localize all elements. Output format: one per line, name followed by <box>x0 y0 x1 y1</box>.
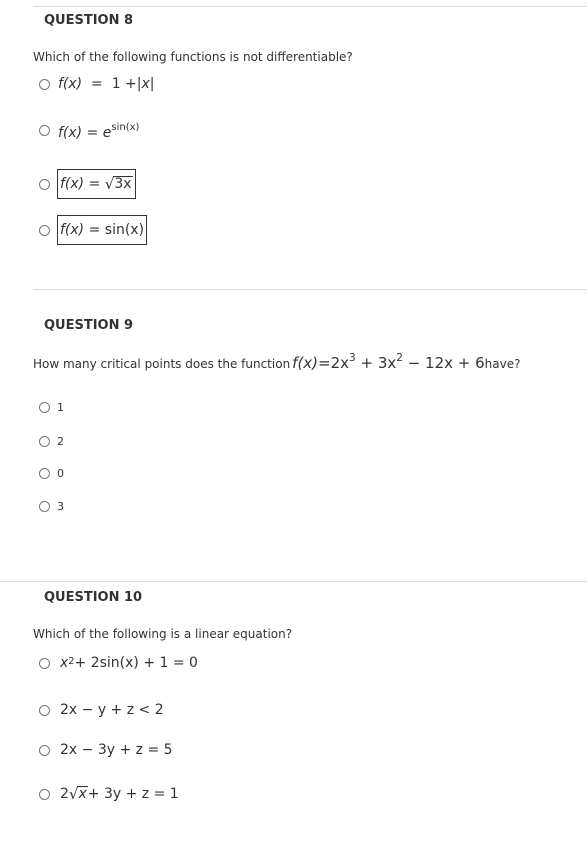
radio-button[interactable] <box>39 436 50 447</box>
answer-option-3[interactable] <box>39 467 64 480</box>
option-label: 2x − y + z < 2 <box>60 702 164 718</box>
radio-button[interactable] <box>39 789 50 800</box>
radio-button[interactable] <box>39 468 50 479</box>
radio-button[interactable] <box>39 705 50 716</box>
separator-q8-q9 <box>33 289 587 290</box>
option-label: f(x) = 1 + | x | <box>58 76 155 92</box>
option-label: f(x) = e $^{sin(x)}$ <box>58 122 140 141</box>
question-title: QUESTION 9 <box>44 318 134 333</box>
radio-button[interactable] <box>39 658 50 669</box>
radio-button[interactable] <box>39 179 50 190</box>
answer-option-4[interactable] <box>39 781 179 807</box>
question-prompt: Which of the following is a linear equation? <box>33 627 293 641</box>
sqrt-expression: √ 3x <box>104 174 132 193</box>
option-label: 1 <box>57 401 64 414</box>
option-label: f(x) = sin(x) <box>57 215 147 245</box>
option-label: 3 <box>57 500 64 513</box>
answer-option-4[interactable] <box>39 500 64 513</box>
question-title: QUESTION 8 <box>44 13 134 28</box>
option-label: 2 <box>57 435 64 448</box>
option-label: 0 <box>57 467 64 480</box>
option-label: 2x − 3y + z = 5 <box>60 742 173 758</box>
radio-button[interactable] <box>39 402 50 413</box>
answer-option-4[interactable] <box>39 215 147 245</box>
answer-option-2[interactable] <box>39 699 164 721</box>
answer-option-1[interactable] <box>39 651 198 675</box>
sqrt-expression: √ x <box>68 784 87 803</box>
radio-button[interactable] <box>39 501 50 512</box>
radio-button[interactable] <box>39 745 50 756</box>
answer-option-3[interactable] <box>39 169 136 199</box>
radio-button[interactable] <box>39 79 50 90</box>
radio-button[interactable] <box>39 125 50 136</box>
separator-q9-q10 <box>0 581 587 582</box>
option-label: x $^2$ + 2sin(x) + 1 = 0 <box>60 655 198 671</box>
question-title: QUESTION 10 <box>44 590 143 605</box>
radio-button[interactable] <box>39 225 50 236</box>
answer-option-1[interactable] <box>39 401 64 414</box>
answer-option-2[interactable] <box>39 435 64 448</box>
function-expression: $f(x)=2x^3 + 3x^2 - 12x + 6$ <box>292 351 485 372</box>
answer-option-1[interactable] <box>39 72 155 96</box>
option-label: f(x) = √ 3x <box>57 169 136 199</box>
answer-option-3[interactable] <box>39 739 173 761</box>
answer-option-2[interactable] <box>39 118 139 142</box>
top-separator <box>33 6 587 7</box>
option-label: 2 √ x + 3y + z = 1 <box>60 784 179 803</box>
question-prompt: How many critical points does the function $f(x)=2x^3 + 3x^2 - 12x + 6$ have? <box>33 351 521 372</box>
question-prompt: Which of the following functions is not differentiable? <box>33 50 353 64</box>
